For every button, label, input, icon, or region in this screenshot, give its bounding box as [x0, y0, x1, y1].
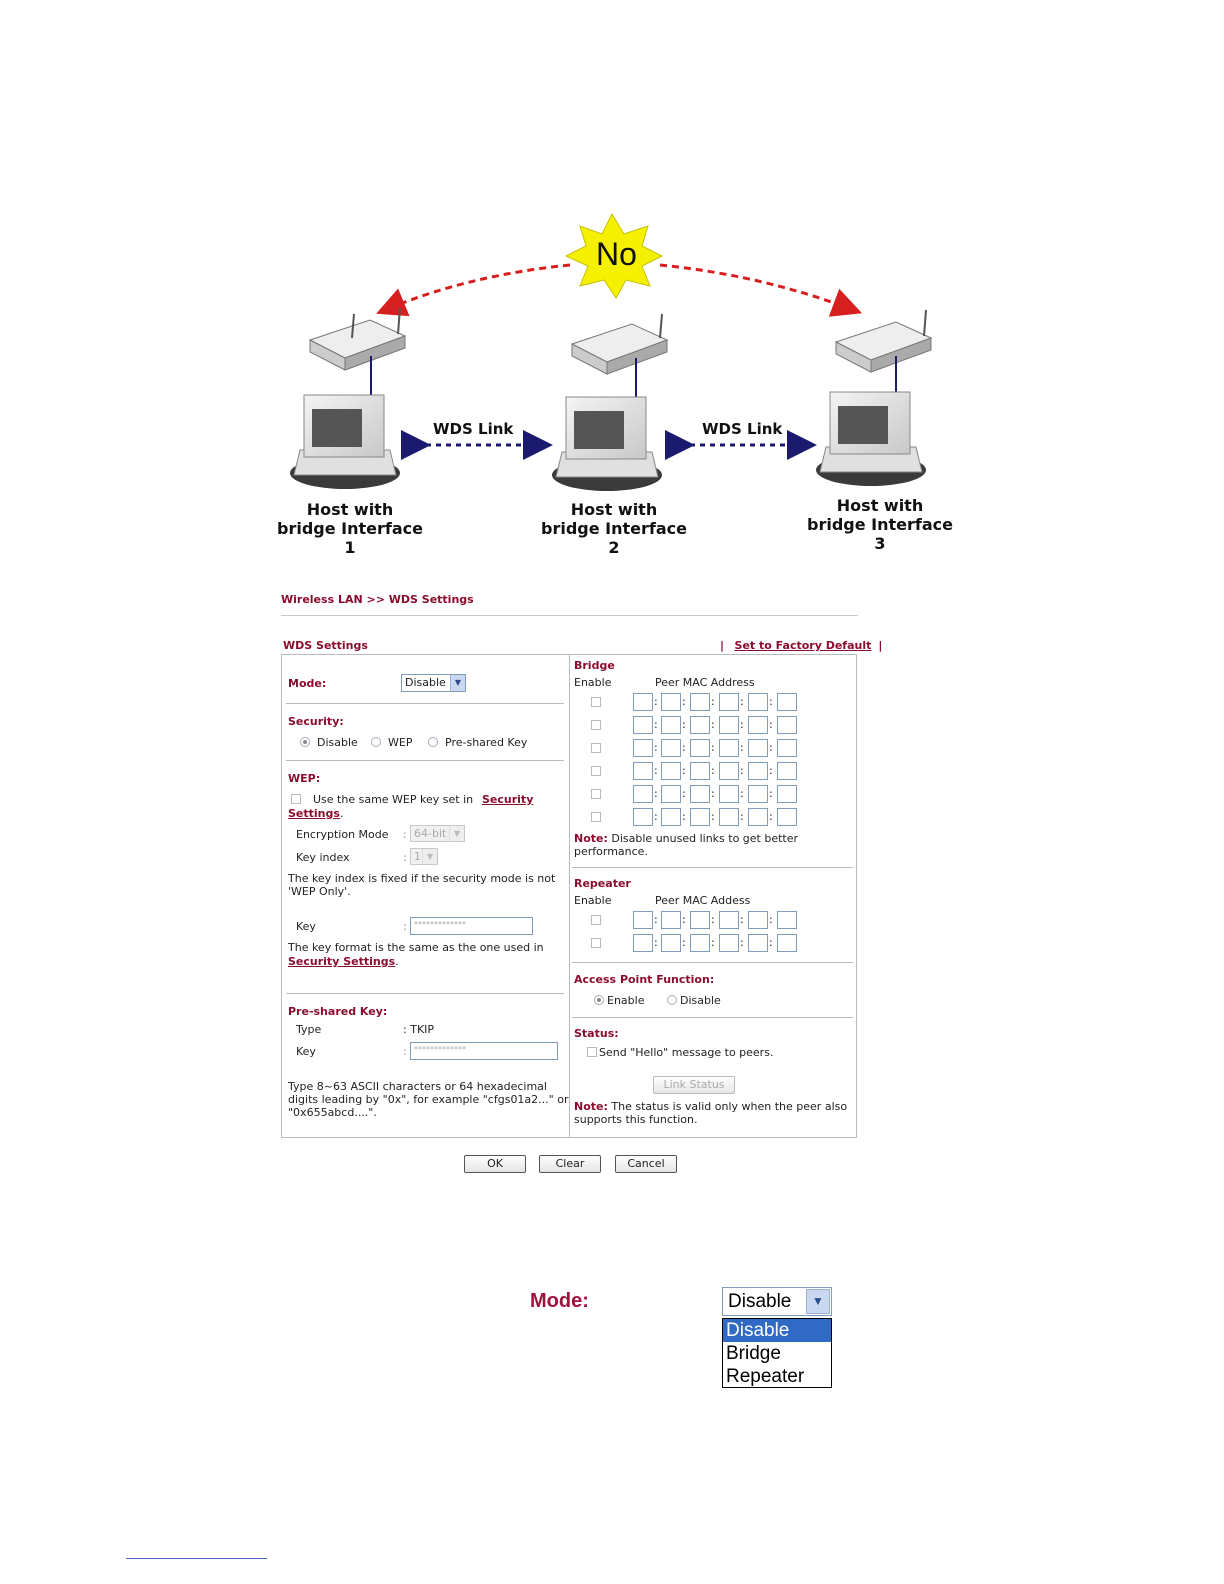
mac-separator: : [654, 810, 658, 823]
set-factory-default-link[interactable]: Set to Factory Default [734, 639, 872, 652]
clear-button[interactable]: Clear [539, 1155, 601, 1173]
bridge-enable-checkbox[interactable] [591, 789, 601, 799]
host-label-1 [270, 500, 430, 557]
host-2-line1: Host with [570, 500, 658, 519]
mode-option-disable[interactable]: Disable [723, 1319, 831, 1342]
bridge-mac-octet-input[interactable] [633, 693, 653, 711]
divider [286, 760, 564, 761]
colon: : [403, 851, 407, 864]
colon: : [403, 920, 407, 933]
mode-option-repeater[interactable]: Repeater [726, 1366, 805, 1387]
router-1 [310, 308, 405, 370]
bridge-mac-octet-input[interactable] [719, 785, 739, 803]
repeater-mac-octet-input[interactable] [633, 934, 653, 952]
bridge-enable-checkbox[interactable] [591, 812, 601, 822]
mac-separator: : [654, 936, 658, 949]
mac-separator: : [769, 913, 773, 926]
repeater-mac-octet-input[interactable] [748, 911, 768, 929]
chevron-down-icon[interactable]: ▼ [422, 849, 437, 864]
repeater-label: Repeater [574, 877, 631, 890]
wep-label: WEP: [288, 772, 321, 785]
mode-select-value: Disable [405, 676, 446, 689]
mac-separator: : [740, 695, 744, 708]
mac-separator: : [740, 718, 744, 731]
bridge-mac-octet-input[interactable] [690, 716, 710, 734]
bridge-mac-octet-input[interactable] [748, 716, 768, 734]
bridge-mac-octet-input[interactable] [633, 808, 653, 826]
mac-separator: : [740, 810, 744, 823]
key-index-note-1: The key index is fixed if the security mode is not [288, 872, 556, 885]
ok-button[interactable]: OK [464, 1155, 526, 1173]
ap-function-label: Access Point Function: [574, 973, 715, 986]
colon: : [403, 828, 407, 841]
repeater-enable-header: Enable [574, 894, 612, 907]
mac-separator: : [654, 764, 658, 777]
bridge-enable-checkbox[interactable] [591, 720, 601, 730]
psk-note-2: digits leading by "0x", for example "cfgs01a2..." or [288, 1093, 569, 1106]
psk-note-3: "0x655abcd....". [288, 1106, 377, 1119]
mac-separator: : [682, 764, 686, 777]
repeater-enable-checkbox[interactable] [591, 938, 601, 948]
note-label: Note: [574, 832, 608, 845]
bridge-mac-octet-input[interactable] [661, 808, 681, 826]
mac-separator: : [682, 718, 686, 731]
mac-separator: : [711, 764, 715, 777]
mac-separator: : [711, 741, 715, 754]
repeater-mac-octet-input[interactable] [690, 911, 710, 929]
bridge-mac-octet-input[interactable] [748, 762, 768, 780]
factory-default-area [720, 639, 882, 652]
mac-separator: : [740, 741, 744, 754]
mac-separator: : [682, 913, 686, 926]
bridge-mac-octet-input[interactable] [719, 739, 739, 757]
wds-link-label-right: WDS Link [702, 420, 783, 438]
colon: : [403, 1023, 407, 1036]
bridge-mac-octet-input[interactable] [777, 693, 797, 711]
footer-rule [126, 1558, 267, 1559]
mac-separator: : [769, 741, 773, 754]
bridge-enable-checkbox[interactable] [591, 743, 601, 753]
mac-separator: : [711, 787, 715, 800]
bridge-mac-octet-input[interactable] [719, 762, 739, 780]
psk-key-label: Key [296, 1045, 316, 1058]
bridge-note-2: performance. [574, 845, 648, 858]
mac-separator: : [682, 741, 686, 754]
bridge-mac-octet-input[interactable] [777, 739, 797, 757]
host-3-line1: Host with [836, 496, 924, 515]
bridge-note-line [574, 832, 798, 845]
wep-key-input[interactable]: ************* [410, 917, 533, 935]
psk-type-value [403, 1023, 434, 1036]
psk-note-1: Type 8~63 ASCII characters or 64 hexadecimal [288, 1080, 547, 1093]
bridge-mac-octet-input[interactable] [748, 739, 768, 757]
bridge-enable-checkbox[interactable] [591, 766, 601, 776]
divider [281, 615, 858, 616]
security-wep-label: WEP [388, 736, 413, 749]
mac-separator: : [711, 718, 715, 731]
section-title: WDS Settings [283, 639, 368, 652]
host-1-line1: Host with [306, 500, 394, 519]
encryption-mode-label: Encryption Mode [296, 828, 389, 841]
mac-separator: : [711, 936, 715, 949]
mac-separator: : [654, 787, 658, 800]
status-note-2: supports this function. [574, 1113, 698, 1126]
security-settings-link-cont[interactable]: Settings [288, 807, 340, 820]
mac-separator: : [769, 810, 773, 823]
repeater-mac-octet-input[interactable] [661, 934, 681, 952]
mac-separator: : [769, 787, 773, 800]
no-arrow-left [390, 265, 570, 308]
security-disable-radio[interactable] [300, 737, 310, 747]
bridge-mac-octet-input[interactable] [661, 716, 681, 734]
bridge-mac-octet-input[interactable] [633, 785, 653, 803]
security-wep-radio[interactable] [371, 737, 381, 747]
zoom-mode-options [722, 1318, 832, 1388]
host-label-2 [534, 500, 694, 557]
ap-disable-label: Disable [680, 994, 721, 1007]
divider [286, 703, 564, 704]
repeater-enable-checkbox[interactable] [591, 915, 601, 925]
chevron-down-icon[interactable]: ▼ [450, 675, 465, 691]
mac-separator: : [654, 718, 658, 731]
ap-enable-label: Enable [607, 994, 645, 1007]
breadcrumb: Wireless LAN >> WDS Settings [281, 593, 474, 606]
router-3 [836, 310, 931, 372]
ap-disable-radio[interactable] [667, 995, 677, 1005]
bridge-mac-octet-input[interactable] [690, 693, 710, 711]
mac-separator: : [682, 810, 686, 823]
zoom-mode-select[interactable] [722, 1287, 832, 1316]
bridge-label: Bridge [574, 659, 615, 672]
mac-separator: : [654, 913, 658, 926]
zoom-mode-value: Disable [728, 1291, 792, 1312]
no-label: No [596, 236, 637, 272]
column-divider [569, 655, 570, 1138]
ap-enable-radio[interactable] [594, 995, 604, 1005]
mac-separator: : [740, 936, 744, 949]
settings-link-line [288, 807, 343, 820]
divider [572, 962, 853, 963]
encryption-mode-value: 64-bit [414, 827, 447, 840]
send-hello-label: Send "Hello" message to peers. [599, 1046, 774, 1059]
no-arrow-right [660, 265, 848, 308]
repeater-mac-octet-input[interactable] [633, 911, 653, 929]
psk-label: Pre-shared Key: [288, 1005, 388, 1018]
host-2-line2: bridge Interface 2 [541, 519, 687, 557]
key-format-note: The key format is the same as the one used in [288, 941, 544, 954]
security-psk-label: Pre-shared Key [445, 736, 528, 749]
key-format-link-line [288, 955, 399, 968]
bridge-mac-octet-input[interactable] [690, 785, 710, 803]
security-psk-radio[interactable] [428, 737, 438, 747]
security-settings-link-2[interactable]: Security Settings [288, 955, 396, 968]
chevron-down-icon[interactable]: ▼ [806, 1289, 830, 1314]
mac-separator: : [682, 695, 686, 708]
key-index-note-2: 'WEP Only'. [288, 885, 351, 898]
key-index-label: Key index [296, 851, 350, 864]
bridge-mac-octet-input[interactable] [690, 762, 710, 780]
wep-key-label: Key [296, 920, 316, 933]
bridge-mac-octet-input[interactable] [748, 693, 768, 711]
bridge-enable-header: Enable [574, 676, 612, 689]
period: . [339, 807, 344, 820]
colon: : [403, 1045, 407, 1058]
key-index-select[interactable] [410, 848, 438, 865]
mac-separator: : [740, 787, 744, 800]
host-3-line2: bridge Interface 3 [807, 515, 953, 553]
mac-separator: : [711, 810, 715, 823]
bridge-peer-mac-header: Peer MAC Address [655, 676, 755, 689]
bridge-mac-octet-input[interactable] [661, 762, 681, 780]
mac-separator: : [711, 913, 715, 926]
mode-option-bridge[interactable]: Bridge [726, 1343, 781, 1364]
bridge-mac-octet-input[interactable] [690, 808, 710, 826]
bridge-mac-octet-input[interactable] [690, 739, 710, 757]
separator: | [720, 639, 725, 652]
divider [572, 867, 853, 868]
wds-diagram [250, 200, 980, 560]
host-1-line2: bridge Interface 1 [277, 519, 423, 557]
bridge-mac-octet-input[interactable] [633, 716, 653, 734]
repeater-peer-mac-header: Peer MAC Addess [655, 894, 751, 907]
mode-label: Mode: [288, 677, 327, 690]
zoom-mode-label: Mode: [530, 1290, 589, 1312]
bridge-note-1: Disable unused links to get better [611, 832, 799, 845]
cancel-button[interactable]: Cancel [615, 1155, 677, 1173]
divider [286, 993, 564, 994]
mac-separator: : [682, 787, 686, 800]
wds-link-label-left: WDS Link [433, 420, 514, 438]
period: . [395, 955, 399, 968]
wep-same-key-text: Use the same WEP key set in [313, 793, 474, 806]
host-label-3 [800, 496, 960, 553]
mac-separator: : [654, 741, 658, 754]
repeater-mac-octet-input[interactable] [661, 911, 681, 929]
note-label: Note: [574, 1100, 608, 1113]
encryption-mode-select[interactable] [410, 825, 465, 842]
separator: | [878, 639, 883, 652]
status-note-1: The status is valid only when the peer also [611, 1100, 848, 1113]
bridge-mac-octet-input[interactable] [777, 716, 797, 734]
psk-type: TKIP [410, 1023, 435, 1036]
divider [572, 1017, 853, 1018]
bridge-mac-octet-input[interactable] [777, 762, 797, 780]
chevron-down-icon[interactable]: ▼ [449, 826, 464, 841]
bridge-mac-octet-input[interactable] [719, 716, 739, 734]
mac-separator: : [769, 718, 773, 731]
router-2 [572, 314, 667, 374]
repeater-mac-octet-input[interactable] [777, 934, 797, 952]
bridge-mac-octet-input[interactable] [633, 762, 653, 780]
psk-type-label: Type [296, 1023, 322, 1036]
bridge-mac-octet-input[interactable] [661, 739, 681, 757]
key-index-value: 1 [414, 850, 421, 863]
bridge-mac-octet-input[interactable] [661, 693, 681, 711]
mode-select[interactable] [401, 674, 466, 692]
link-status-button[interactable]: Link Status [653, 1076, 735, 1094]
repeater-mac-octet-input[interactable] [777, 911, 797, 929]
bridge-mac-octet-input[interactable] [661, 785, 681, 803]
repeater-mac-octet-input[interactable] [719, 911, 739, 929]
computer-3 [816, 392, 926, 486]
wep-same-key-checkbox[interactable] [291, 794, 301, 804]
mac-separator: : [740, 913, 744, 926]
bridge-mac-octet-input[interactable] [633, 739, 653, 757]
bridge-enable-checkbox[interactable] [591, 697, 601, 707]
repeater-mac-octet-input[interactable] [748, 934, 768, 952]
status-label: Status: [574, 1027, 619, 1040]
mac-separator: : [769, 936, 773, 949]
bridge-mac-octet-input[interactable] [719, 808, 739, 826]
mac-separator: : [654, 695, 658, 708]
repeater-mac-octet-input[interactable] [719, 934, 739, 952]
repeater-mac-octet-input[interactable] [690, 934, 710, 952]
send-hello-checkbox[interactable] [587, 1047, 597, 1057]
security-label: Security: [288, 715, 344, 728]
mac-separator: : [740, 764, 744, 777]
computer-2 [552, 397, 662, 491]
bridge-mac-octet-input[interactable] [777, 785, 797, 803]
mac-separator: : [769, 695, 773, 708]
bridge-mac-octet-input[interactable] [719, 693, 739, 711]
bridge-mac-octet-input[interactable] [777, 808, 797, 826]
bridge-mac-octet-input[interactable] [748, 808, 768, 826]
status-note-line [574, 1100, 847, 1113]
mac-separator: : [711, 695, 715, 708]
mac-separator: : [682, 936, 686, 949]
security-disable-label: Disable [317, 736, 358, 749]
bridge-mac-octet-input[interactable] [748, 785, 768, 803]
security-settings-link[interactable]: Security [482, 793, 534, 806]
psk-key-input[interactable]: ************* [410, 1042, 558, 1060]
mac-separator: : [769, 764, 773, 777]
computer-1 [290, 395, 400, 489]
